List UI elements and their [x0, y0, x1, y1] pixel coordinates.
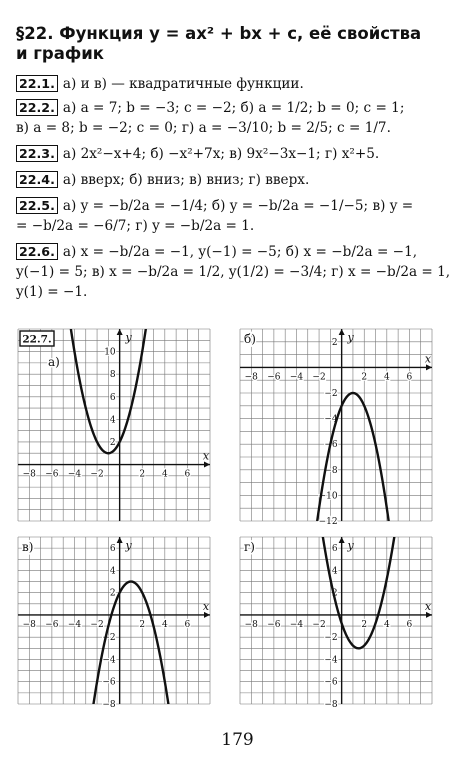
graph-a — [14, 325, 214, 525]
x-tick-label: 2 — [139, 619, 146, 630]
exercise-22-4 — [16, 170, 464, 190]
y-tick-label: −12 — [318, 517, 338, 525]
y-tick-label: 2 — [109, 588, 116, 599]
y-tick-label: −8 — [324, 465, 338, 476]
y-axis-label: y — [125, 331, 132, 344]
y-tick-label: −4 — [324, 414, 338, 425]
x-tick-label: −2 — [90, 619, 104, 630]
y-tick-label: 10 — [104, 347, 116, 358]
y-axis-arrow — [117, 329, 123, 335]
y-axis-label: y — [125, 539, 132, 552]
x-tick-label: 6 — [184, 619, 191, 630]
y-tick-label: 2 — [109, 437, 116, 448]
graph-label: а) — [48, 355, 60, 369]
x-tick-label: −6 — [267, 372, 281, 383]
graph-d — [236, 533, 436, 708]
graph-label: в) — [22, 540, 34, 554]
exercise-number: 22.2. — [16, 99, 58, 116]
y-tick-label: 4 — [109, 566, 116, 577]
x-tick-label: 2 — [361, 372, 368, 383]
x-tick-label: 6 — [406, 619, 413, 630]
y-axis-label: y — [347, 539, 354, 552]
graph-a-svg — [14, 325, 214, 525]
y-tick-label: −2 — [102, 633, 116, 644]
exercise-number: 22.4. — [16, 171, 58, 188]
graph-c-svg — [14, 533, 214, 708]
x-tick-label: −8 — [22, 619, 36, 630]
section-title-line-2: и график — [16, 44, 105, 63]
y-axis-arrow — [339, 537, 345, 543]
y-tick-label: −2 — [324, 389, 338, 399]
x-tick-label: −2 — [312, 372, 326, 383]
x-tick-label: −6 — [45, 469, 59, 480]
x-tick-label: 2 — [139, 469, 146, 480]
x-axis-label: x — [202, 449, 210, 463]
x-tick-label: 2 — [361, 619, 368, 630]
exercise-text: а) y = −b/2a = −1/4; б) y = −b/2a = −1/−5; в) y = — [62, 198, 414, 214]
y-tick-label: 4 — [109, 415, 116, 426]
exercise-22-3 — [16, 144, 464, 164]
parabola-curve — [18, 582, 210, 708]
exercise-text: а) x = −b/2a = −1, y(−1) = −5; б) x = −b/2a = −1, — [62, 244, 418, 260]
graph-b-svg — [236, 325, 436, 525]
y-tick-label: 6 — [331, 544, 338, 555]
section-title — [16, 24, 461, 64]
parabola-curve — [240, 393, 432, 525]
y-axis-arrow — [117, 537, 123, 543]
y-tick-label: −6 — [102, 677, 116, 688]
exercise-number: 22.6. — [16, 243, 58, 260]
graph-label: г) — [244, 540, 255, 554]
exercise-22-5 — [16, 196, 464, 236]
x-tick-label: −8 — [244, 619, 258, 630]
section-title-line-1: §22. Функция y = ax² + bx + c, её свойства — [16, 24, 422, 43]
y-tick-label: −10 — [318, 491, 338, 502]
x-tick-label: 6 — [184, 469, 191, 480]
x-tick-label: −4 — [289, 619, 304, 630]
y-tick-label: −6 — [324, 440, 338, 451]
exercise-text: а) и в) — квадратичные функции. — [62, 76, 304, 92]
exercise-text: y(−1) = 5; в) x = −b/2a = 1/2, y(1/2) = −3/4; г) x = −b/2a = 1, — [16, 264, 451, 280]
page-number: 179 — [221, 730, 254, 750]
y-tick-label: 6 — [109, 392, 116, 403]
y-tick-label: 8 — [109, 370, 116, 381]
x-tick-label: −6 — [267, 619, 281, 630]
graph-d-svg — [236, 533, 436, 708]
exercise-text: в) a = 8; b = −2; c = 0; г) a = −3/10; b = 2/5; c = 1/7. — [16, 120, 391, 136]
exercise-22-1 — [16, 74, 464, 94]
exercise-number: 22.3. — [16, 145, 58, 162]
y-tick-label: 2 — [331, 588, 338, 599]
graph-c — [14, 533, 214, 708]
y-tick-label: −4 — [102, 655, 116, 666]
x-tick-label: 6 — [406, 372, 413, 383]
exercise-text: y(1) = −1. — [16, 284, 88, 300]
y-tick-label: 2 — [331, 337, 338, 348]
exercise-number: 22.7. — [22, 333, 52, 346]
x-tick-label: −8 — [22, 469, 36, 480]
x-axis-label: x — [424, 352, 432, 366]
exercise-text: а) вверх; б) вниз; в) вниз; г) вверх. — [62, 172, 310, 188]
exercise-number: 22.1. — [16, 75, 58, 92]
y-axis-arrow — [339, 329, 345, 335]
exercise-text: = −b/2a = −6/7; г) y = −b/2a = 1. — [16, 218, 255, 234]
y-tick-label: −8 — [102, 700, 116, 708]
y-tick-label: 4 — [331, 566, 338, 577]
x-tick-label: 4 — [383, 619, 390, 630]
x-axis-label: x — [424, 599, 432, 613]
x-tick-label: −4 — [67, 619, 82, 630]
exercise-22-2 — [16, 98, 464, 138]
x-tick-label: 4 — [161, 469, 168, 480]
graph-label: б) — [244, 332, 256, 346]
graph-b — [236, 325, 436, 525]
x-tick-label: 4 — [161, 619, 168, 630]
y-axis-label: y — [347, 331, 354, 344]
exercise-number: 22.5. — [16, 197, 58, 214]
exercise-text: а) 2x²−x+4; б) −x²+7x; в) 9x²−3x−1; г) x²+5. — [62, 146, 380, 162]
exercise-22-6 — [16, 242, 464, 302]
y-tick-label: −2 — [324, 633, 338, 644]
y-tick-label: −4 — [324, 655, 338, 666]
exercise-text: а) a = 7; b = −3; c = −2; б) a = 1/2; b = 0; c = 1; — [62, 100, 405, 116]
x-tick-label: −4 — [67, 469, 82, 480]
x-tick-label: 4 — [383, 372, 390, 383]
y-tick-label: −6 — [324, 677, 338, 688]
x-axis-label: x — [202, 599, 210, 613]
x-tick-label: −4 — [289, 372, 304, 383]
y-tick-label: 6 — [109, 544, 116, 555]
x-tick-label: −8 — [244, 372, 258, 383]
x-tick-label: −2 — [90, 469, 104, 480]
y-tick-label: −8 — [324, 700, 338, 708]
x-tick-label: −2 — [312, 619, 326, 630]
x-tick-label: −6 — [45, 619, 59, 630]
